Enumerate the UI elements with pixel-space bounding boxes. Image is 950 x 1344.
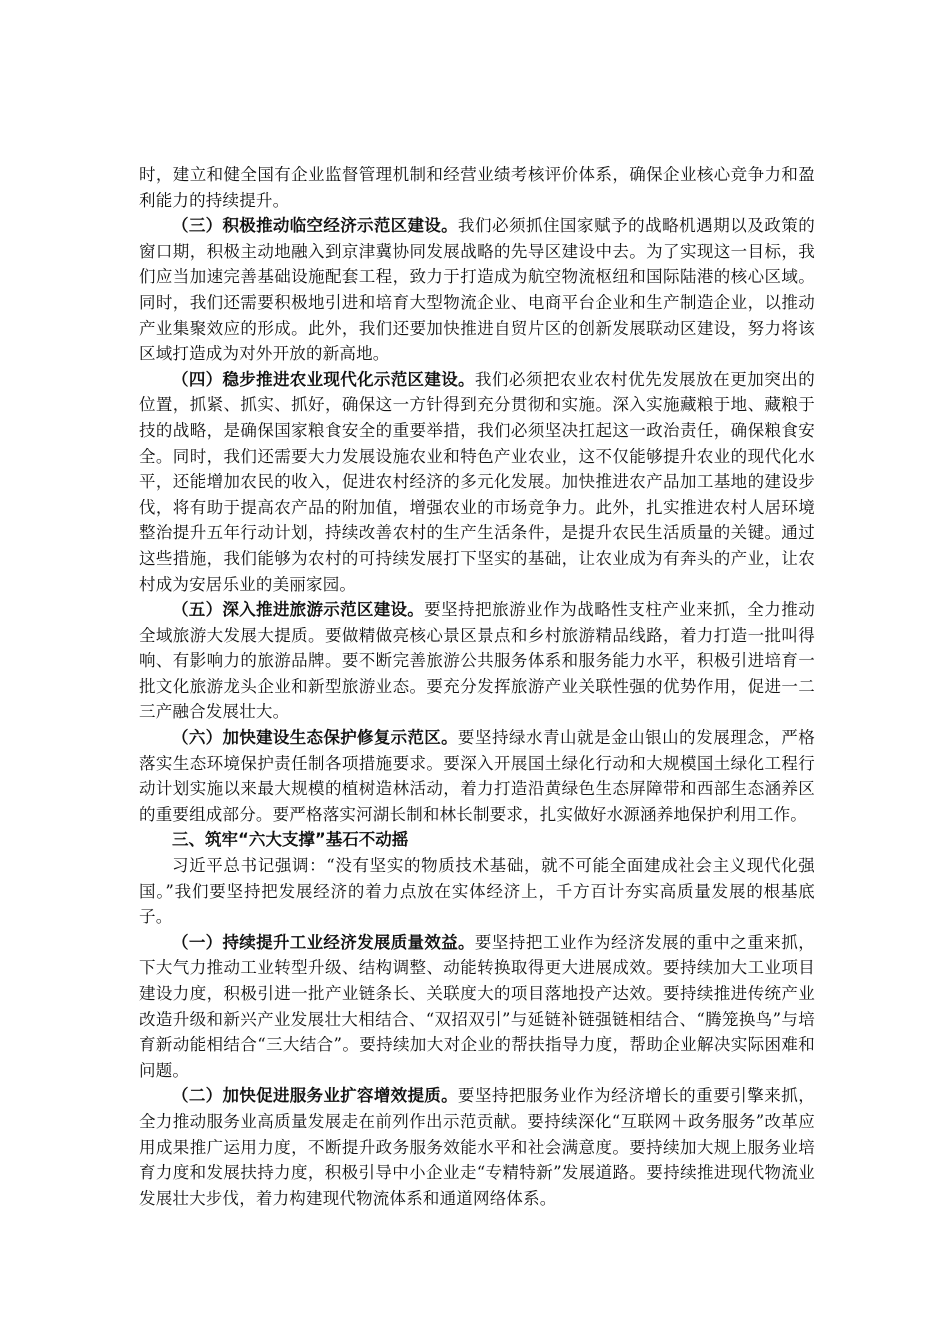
paragraph-text: 习近平总书记强调：“没有坚实的物质技术基础，就不可能全面建成社会主义现代化强国。”我们要坚持把发展经济的着力点放在实体经济上，千方百计夯实高质量发展的根基底子。	[139, 856, 815, 927]
section-title: 三、筑牢“六大支撑”基石不动摇	[172, 830, 409, 850]
paragraph-text: 要坚持把工业作为经济发展的重中之重来抓，下大气力推动工业转型升级、结构调整、动能转换取得更大进展成效。要持续加大工业项目建设力度，积极引进一批产业链条长、关联度大的项目落地投产达效。要持续推进传统产业改造升级和新兴产业发展壮大相结合、“双招双引”与延链补链强链相结合、“腾笼换鸟”与培育新动能相结合“三大结合”。要持续加大对企业的帮扶指导力度，帮助企业解决实际困难和问题。	[139, 932, 816, 1080]
paragraph-heading: （二）加快促进服务业扩容增效提质。	[172, 1086, 458, 1106]
paragraph-text: 时，建立和健全国有企业监督管理机制和经营业绩考核评价体系，确保企业核心竞争力和盈利能力的持续提升。	[139, 165, 815, 210]
paragraph-quote	[139, 853, 815, 930]
paragraph-industry	[139, 930, 815, 1084]
document-page	[139, 162, 815, 1211]
paragraph-heading: （六）加快建设生态保护修复示范区。	[172, 728, 458, 748]
paragraph-text: 要坚持把旅游业作为战略性支柱产业来抓，全力推动全域旅游大发展大提质。要做精做亮核心景区景点和乡村旅游精品线路，着力打造一批叫得响、有影响力的旅游品牌。要不断完善旅游公共服务体系和服务能力水平，积极引进培育一批文化旅游龙头企业和新型旅游业态。要充分发挥旅游产业关联性强的优势作用，促进一二三产融合发展壮大。	[139, 600, 815, 722]
paragraph-airport-economy	[139, 213, 815, 367]
paragraph-text: 我们必须把农业农村优先发展放在更加突出的位置，抓紧、抓实、抓好，确保这一方针得到充分贯彻和实施。深入实施藏粮于地、藏粮于技的战略，是确保国家粮食安全的重要举措，我们必须坚决扛起这一政治责任，确保粮食安全。同时，我们还需要大力发展设施农业和特色产业农业，这不仅能够提升农业的现代化水平，还能增加农民的收入，促进农村经济的多元化发展。加快推进农产品加工基地的建设步伐，将有助于提高农产品的附加值，增强农业的市场竞争力。此外，扎实推进农村人居环境整治提升五年行动计划，持续改善农村的生产生活条件，是提升农民生活质量的关键。通过这些措施，我们能够为农村的可持续发展打下坚实的基础，让农业成为有奔头的产业，让农村成为安居乐业的美丽家园。	[139, 369, 816, 594]
paragraph-services	[139, 1083, 815, 1211]
paragraph-agriculture	[139, 367, 815, 597]
paragraph-heading: （四）稳步推进农业现代化示范区建设。	[172, 369, 475, 389]
paragraph-text: 要坚持绿水青山就是金山银山的发展理念，严格落实生态环境保护责任制各项措施要求。要深入开展国土绿化行动和大规模国土绿化工程行动计划实施以来最大规模的植树造林活动，着力打造沿黄绿色生态屏障带和西部生态涵养区的重要组成部分。要严格落实河湖长制和林长制要求，扎实做好水源涵养地保护利用工作。	[139, 728, 815, 824]
paragraph-tourism	[139, 597, 815, 725]
paragraph-text: 我们必须抓住国家赋予的战略机遇期以及政策的窗口期，积极主动地融入到京津冀协同发展战略的先导区建设中去。为了实现这一目标，我们应当加速完善基础设施配套工程，致力于打造成为航空物流枢纽和国际陆港的核心区域。同时，我们还需要积极地引进和培育大型物流企业、电商平台企业和生产制造企业，以推动产业集聚效应的形成。此外，我们还要加快推进自贸片区的创新发展联动区建设，努力将该区域打造成为对外开放的新高地。	[139, 216, 815, 364]
paragraph-heading: （三）积极推动临空经济示范区建设。	[172, 216, 458, 236]
paragraph-continuation	[139, 162, 815, 213]
paragraph-text: 要坚持把服务业作为经济增长的重要引擎来抓，全力推动服务业高质量发展走在前列作出示范贡献。要持续深化“互联网＋政务服务”改革应用成果推广运用力度，不断提升政务服务效能水平和社会满意度。要持续加大规上服务业培育力度和发展扶持力度，积极引导中小企业走“专精特新”发展道路。要持续推进现代物流业发展壮大步伐，着力构建现代物流体系和通道网络体系。	[139, 1086, 815, 1208]
paragraph-heading: （五）深入推进旅游示范区建设。	[172, 600, 425, 620]
paragraph-heading: （一）持续提升工业经济发展质量效益。	[172, 932, 475, 952]
paragraph-ecology	[139, 725, 815, 827]
